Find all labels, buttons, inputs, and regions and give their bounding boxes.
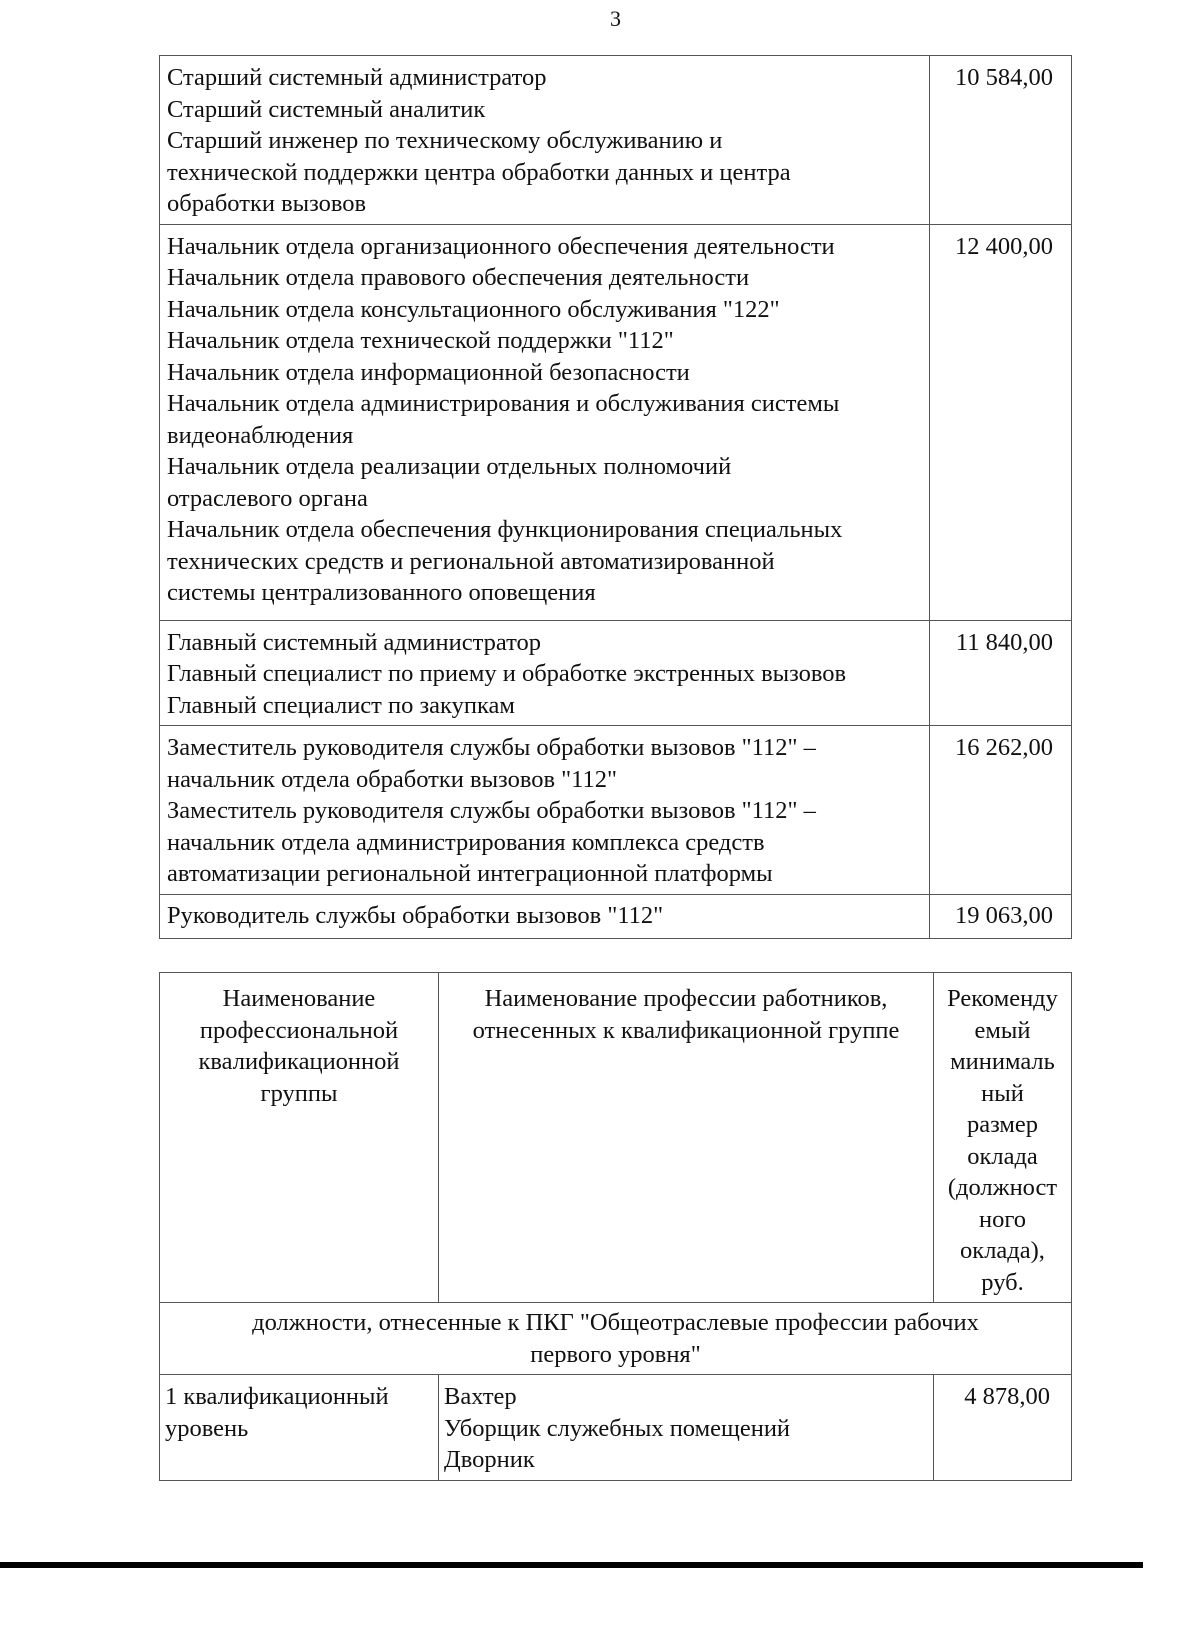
position-line: Начальник отдела консультационного обслуживания "122" <box>167 295 780 323</box>
header-profession-name <box>439 973 934 1303</box>
level-line: 1 квалификационный <box>165 1383 389 1410</box>
header-line: Наименование профессии работников, <box>484 985 888 1012</box>
header-line: Рекоменду <box>947 985 1058 1012</box>
position-names-cell <box>160 894 930 938</box>
position-line: начальник отдела обработки вызовов "112" <box>167 765 618 793</box>
position-line: Главный специалист по закупкам <box>167 691 515 719</box>
table-header-row <box>160 973 1072 1303</box>
positions-salary-table <box>159 55 1072 939</box>
salary-amount: 11 840,00 <box>930 620 1072 726</box>
position-line: Начальник отдела технической поддержки "112" <box>167 327 674 354</box>
bottom-border-bar <box>0 1562 1143 1568</box>
header-line: профессиональной <box>199 1016 399 1044</box>
position-line: системы централизованного оповещения <box>167 579 596 606</box>
level-line: уровень <box>165 1414 249 1442</box>
salary-amount: 12 400,00 <box>930 224 1072 620</box>
profession-line: Дворник <box>444 1446 535 1473</box>
section-line: первого уровня" <box>530 1340 701 1368</box>
page-number: 3 <box>610 6 621 31</box>
header-group-name <box>160 973 439 1303</box>
header-line: минималь <box>950 1048 1055 1075</box>
table-row <box>160 1375 1072 1481</box>
salary-amount: 19 063,00 <box>930 894 1072 938</box>
position-line: Главный системный администратор <box>167 628 541 656</box>
position-names-cell <box>160 620 930 726</box>
header-line: ный <box>981 1079 1024 1107</box>
salary-amount: 10 584,00 <box>930 56 1072 225</box>
header-line: группы <box>260 1079 338 1107</box>
header-min-salary <box>934 973 1072 1303</box>
header-line: отнесенных к квалификационной группе <box>472 1016 900 1044</box>
header-line: оклада), <box>960 1237 1045 1264</box>
position-line: начальник отдела администрирования комплекса средств <box>167 828 765 856</box>
salary-amount: 4 878,00 <box>934 1375 1072 1481</box>
header-line: оклада <box>967 1142 1038 1170</box>
position-line: Заместитель руководителя службы обработки вызовов "112" – <box>167 797 816 824</box>
position-line: автоматизации региональной интеграционной платформы <box>167 860 773 887</box>
header-line: ного <box>978 1205 1027 1233</box>
position-line: Главный специалист по приему и обработке экстренных вызовов <box>167 660 847 687</box>
position-names-cell <box>160 56 930 225</box>
section-row <box>160 1303 1072 1375</box>
position-line: Начальник отдела организационного обеспечения деятельности <box>167 232 835 260</box>
position-line: технических средств и региональной автоматизированной <box>167 547 775 575</box>
position-names-cell <box>160 726 930 895</box>
professions-cell <box>439 1375 934 1481</box>
position-line: технической поддержки центра обработки данных и центра <box>167 158 791 186</box>
header-line: Наименование <box>222 985 376 1012</box>
position-line: обработки вызовов <box>167 190 367 217</box>
table-row <box>160 620 1072 726</box>
header-line: размер <box>966 1111 1039 1138</box>
position-line: Руководитель службы обработки вызовов "112" <box>167 901 664 929</box>
position-line: Старший системный аналитик <box>167 95 486 123</box>
table-row <box>160 726 1072 895</box>
position-line: Старший инженер по техническому обслуживанию и <box>167 127 723 154</box>
qualification-level-cell <box>160 1375 439 1481</box>
header-line: (должност <box>947 1174 1058 1201</box>
table-row <box>160 224 1072 620</box>
profession-line: Уборщик служебных помещений <box>444 1414 791 1442</box>
header-line: руб. <box>981 1268 1024 1296</box>
table-row <box>160 894 1072 938</box>
position-names-cell <box>160 224 930 620</box>
professions-salary-table <box>159 972 1072 1481</box>
header-line: квалификационной <box>198 1048 400 1075</box>
position-line: отраслевого органа <box>167 484 368 512</box>
profession-line: Вахтер <box>444 1383 517 1410</box>
position-line: Начальник отдела администрирования и обслуживания системы <box>167 390 840 417</box>
position-line: Начальник отдела информационной безопасности <box>167 358 690 386</box>
position-line: Начальник отдела правового обеспечения деятельности <box>167 264 750 291</box>
position-line: Начальник отдела обеспечения функционирования специальных <box>167 516 843 543</box>
section-line: должности, отнесенные к ПКГ "Общеотраслевые профессии рабочих <box>252 1309 979 1336</box>
position-line: видеонаблюдения <box>167 421 354 449</box>
position-line: Начальник отдела реализации отдельных полномочий <box>167 453 732 480</box>
position-line: Старший системный администратор <box>167 64 547 91</box>
table-row <box>160 56 1072 225</box>
header-line: емый <box>974 1016 1031 1044</box>
position-line: Заместитель руководителя службы обработки вызовов "112" – <box>167 734 816 761</box>
section-title <box>160 1303 1072 1375</box>
salary-amount: 16 262,00 <box>930 726 1072 895</box>
